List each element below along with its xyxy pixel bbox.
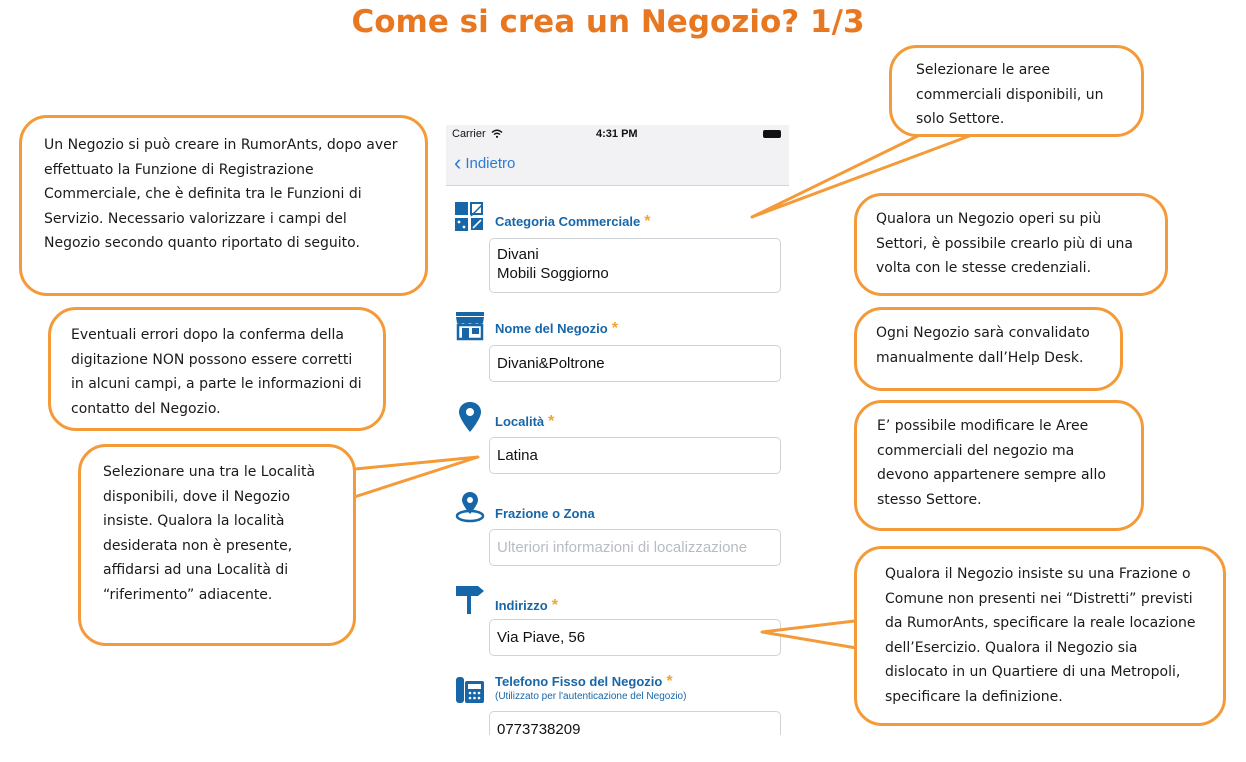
page-title: Come si crea un Negozio? 1/3 (351, 4, 865, 40)
callout-convalida: Ogni Negozio sarà convalidato manualmente dall’Help Desk. (854, 307, 1123, 391)
back-button[interactable]: ‹ Indietro (454, 150, 516, 175)
status-time: 4:31 PM (596, 128, 638, 140)
required-marker: * (548, 413, 555, 430)
nome-label: Nome del Negozio * (495, 320, 618, 337)
chevron-left-icon: ‹ (454, 150, 462, 175)
pointer-localita (345, 457, 478, 500)
callout-frazione: Qualora il Negozio insiste su una Frazione o Comune non presenti nei “Distretti” previsti da RumorAnts, specificare la reale locazione dell’Esercizio. Qualora il Negozio sia dislocato in un Quartiere di una Metropoli, specificare la definizione. (854, 546, 1226, 726)
callout-settori: Qualora un Negozio operi su più Settori, è possibile crearlo più di una volta con le stesse credenziali. (854, 193, 1168, 296)
indirizzo-label: Indirizzo * (495, 597, 558, 614)
localita-label: Località * (495, 413, 555, 430)
required-marker: * (644, 213, 651, 230)
required-marker: * (666, 673, 673, 690)
frazione-label: Frazione o Zona (495, 506, 595, 521)
categoria-input[interactable]: Divani Mobili Soggiorno (489, 238, 781, 293)
callout-localita: Selezionare una tra le Località disponibili, dove il Negozio insiste. Qualora la località desiderata non è presente, affidarsi ad una Località di “riferimento” adiacente. (78, 444, 356, 646)
localita-input[interactable]: Latina (489, 437, 781, 474)
telefono-label: Telefono Fisso del Negozio * (495, 673, 673, 690)
frazione-input[interactable]: Ulteriori informazioni di localizzazione (489, 529, 781, 566)
telefono-input[interactable]: 0773738209 (489, 711, 781, 735)
carrier-label: Carrier (452, 128, 503, 140)
callout-aree: Selezionare le aree commerciali disponibili, un solo Settore. (889, 45, 1144, 137)
indirizzo-input[interactable]: Via Piave, 56 (489, 619, 781, 656)
callout-modifica: E’ possibile modificare le Aree commerciali del negozio ma devono appartenere sempre allo stesso Settore. (854, 400, 1144, 531)
required-marker: * (611, 320, 618, 337)
telefono-sublabel: (Utilizzato per l'autenticazione del Negozio) (495, 691, 687, 702)
categoria-label: Categoria Commerciale * (495, 213, 651, 230)
nome-input[interactable]: Divani&Poltrone (489, 345, 781, 382)
callout-intro: Un Negozio si può creare in RumorAnts, dopo aver effettuato la Funzione di Registrazione Commerciale, che è definita tra le Funzioni di Servizio. Necessario valorizzare i campi del Negozio secondo quanto riportato di seguito. (19, 115, 428, 296)
callout-errori: Eventuali errori dopo la conferma della digitazione NON possono essere corretti in alcuni campi, a parte le informazioni di contatto del Negozio. (48, 307, 386, 431)
required-marker: * (551, 597, 558, 614)
